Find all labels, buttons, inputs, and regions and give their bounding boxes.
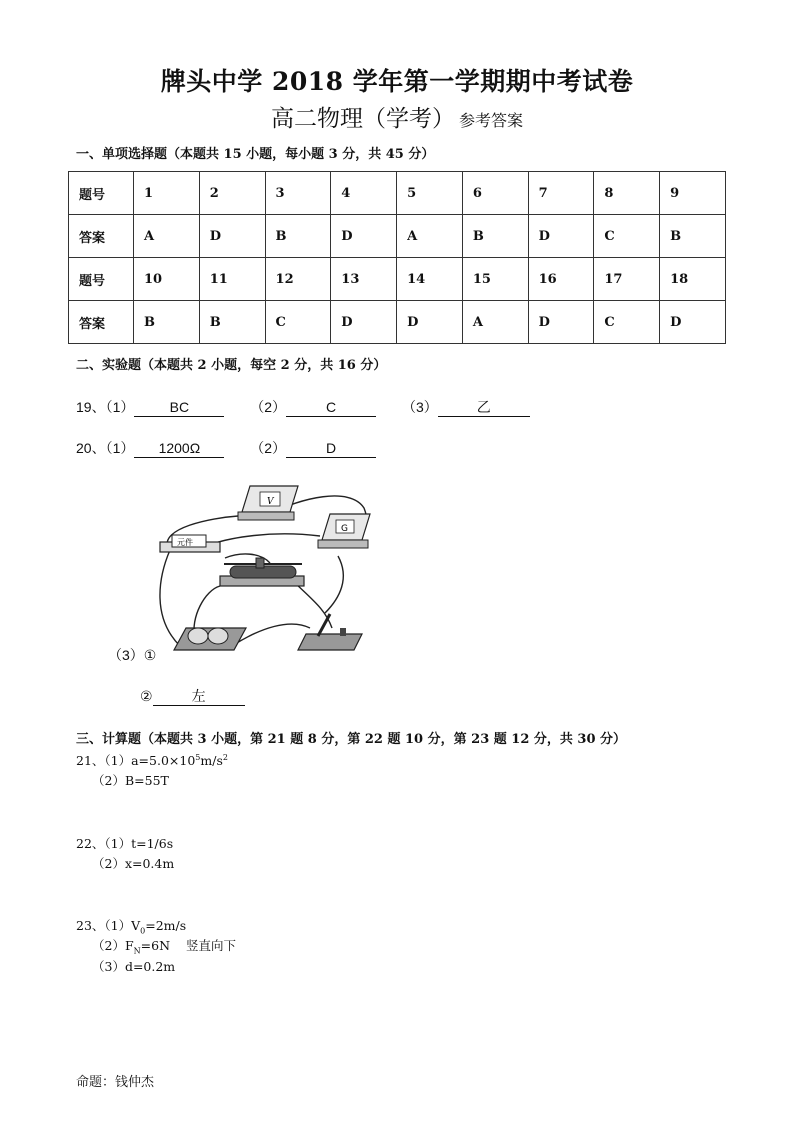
table-cell: 6 (462, 172, 528, 215)
wire (160, 550, 180, 646)
table-cell: C (594, 301, 660, 344)
row-label: 题号 (69, 258, 134, 301)
table-cell: 14 (397, 258, 463, 301)
q19-number: 19、 (76, 399, 106, 415)
q19-answer2: C (286, 399, 376, 417)
component-label: 元件 (177, 538, 193, 547)
row-label: 答案 (69, 215, 134, 258)
table-cell: 15 (462, 258, 528, 301)
q21-line1 (76, 751, 228, 769)
q21-exponent: 5 (195, 752, 201, 762)
row-label: 题号 (69, 172, 134, 215)
q19-part2-label: （2） (250, 399, 287, 415)
q23-line3: （3）d=0.2m (92, 959, 176, 974)
q19-line (76, 397, 530, 417)
table-row (69, 301, 726, 344)
q20-answer1: 1200Ω (134, 440, 224, 458)
q20-answer2: D (286, 440, 376, 458)
q22-line2: （2）x=0.4m (92, 856, 175, 871)
table-cell: A (397, 215, 463, 258)
q23-velocity-subscript: 0 (140, 926, 146, 936)
subtitle-answer-key: 参考答案 (458, 111, 523, 130)
galvanometer (318, 514, 370, 548)
table-cell: D (528, 301, 594, 344)
section3-heading: 三、计算题（本题共 3 小题，第 21 题 8 分，第 22 题 10 分，第 23 题 12 分，共 30 分） (76, 732, 627, 747)
rheostat (220, 558, 304, 586)
q19-answer1: BC (134, 399, 224, 417)
voltmeter-label: V (267, 497, 274, 507)
table-cell: D (331, 301, 397, 344)
table-cell: B (660, 215, 726, 258)
table-cell: 16 (528, 258, 594, 301)
wire (212, 534, 320, 544)
q23-direction: 竖直向下 (186, 938, 237, 953)
battery (174, 628, 246, 650)
q20-part3-second-label: ② (140, 688, 153, 704)
switch (298, 614, 362, 650)
q21-unit: m/s (200, 753, 223, 768)
q23-line2 (92, 936, 236, 956)
wire (232, 624, 310, 646)
author-signature: 命题：钱仲杰 (76, 1074, 155, 1089)
q20-part3-answer2: 左 (153, 688, 245, 706)
table-cell: D (397, 301, 463, 344)
table-row (69, 258, 726, 301)
q23-answer2: （2）F (92, 938, 134, 953)
table-cell: B (199, 301, 265, 344)
table-row (69, 215, 726, 258)
wire (325, 556, 343, 613)
table-cell: B (134, 301, 200, 344)
q19-part1-label: （1） (105, 399, 135, 415)
section2-heading: 二、实验题（本题共 2 小题，每空 2 分，共 16 分） (76, 358, 387, 373)
table-cell: 12 (265, 258, 331, 301)
table-cell: 9 (660, 172, 726, 215)
q21-unit-exponent: 2 (222, 752, 228, 762)
q21-answer1: 21、（1）a=5.0×10 (76, 753, 196, 768)
table-cell: 7 (528, 172, 594, 215)
q19-answer3: 乙 (438, 399, 530, 417)
q21-line2: （2）B=55T (92, 773, 169, 788)
table-cell: 13 (331, 258, 397, 301)
table-cell: 17 (594, 258, 660, 301)
table-cell: D (660, 301, 726, 344)
q23-line1 (76, 916, 186, 936)
q23-answer1: 23、（1）V (76, 918, 141, 933)
table-cell: 1 (134, 172, 200, 215)
answer-table (68, 171, 726, 344)
q23-answer1-value: =2m/s (145, 918, 187, 933)
table-cell: D (331, 215, 397, 258)
subtitle-main: 高二物理（学考） (270, 106, 455, 132)
q20-part3-label: （3）① (108, 647, 157, 663)
q20-line (76, 438, 376, 458)
table-cell: 11 (199, 258, 265, 301)
table-cell: 5 (397, 172, 463, 215)
table-cell: 8 (594, 172, 660, 215)
q23-force-subscript: N (133, 946, 141, 956)
table-cell: C (265, 301, 331, 344)
table-cell: 10 (134, 258, 200, 301)
q22-line1: 22、（1）t=1/6s (76, 836, 174, 851)
table-row (69, 172, 726, 215)
q23-answer2-value: =6N (140, 938, 171, 953)
table-cell: 18 (660, 258, 726, 301)
table-cell: C (594, 215, 660, 258)
table-cell: A (462, 301, 528, 344)
galvanometer-label: G (341, 524, 348, 534)
page-subtitle (0, 100, 794, 133)
q20-number: 20、 (76, 440, 106, 456)
table-cell: D (199, 215, 265, 258)
q20-part2-label: （2） (250, 440, 287, 456)
circuit-diagram (150, 478, 372, 658)
table-cell: 3 (265, 172, 331, 215)
table-cell: 4 (331, 172, 397, 215)
table-cell: B (462, 215, 528, 258)
table-cell: 2 (199, 172, 265, 215)
voltmeter (238, 486, 298, 520)
table-cell: D (528, 215, 594, 258)
section1-heading: 一、单项选择题（本题共 15 小题，每小题 3 分，共 45 分） (76, 147, 435, 162)
q20-part3-second (140, 688, 245, 706)
q20-part1-label: （1） (105, 440, 135, 456)
table-cell: A (134, 215, 200, 258)
row-label: 答案 (69, 301, 134, 344)
page-title: 牌头中学 2018 学年第一学期期中考试卷 (160, 67, 634, 96)
q19-part3-label: （3） (401, 399, 438, 415)
table-cell: B (265, 215, 331, 258)
